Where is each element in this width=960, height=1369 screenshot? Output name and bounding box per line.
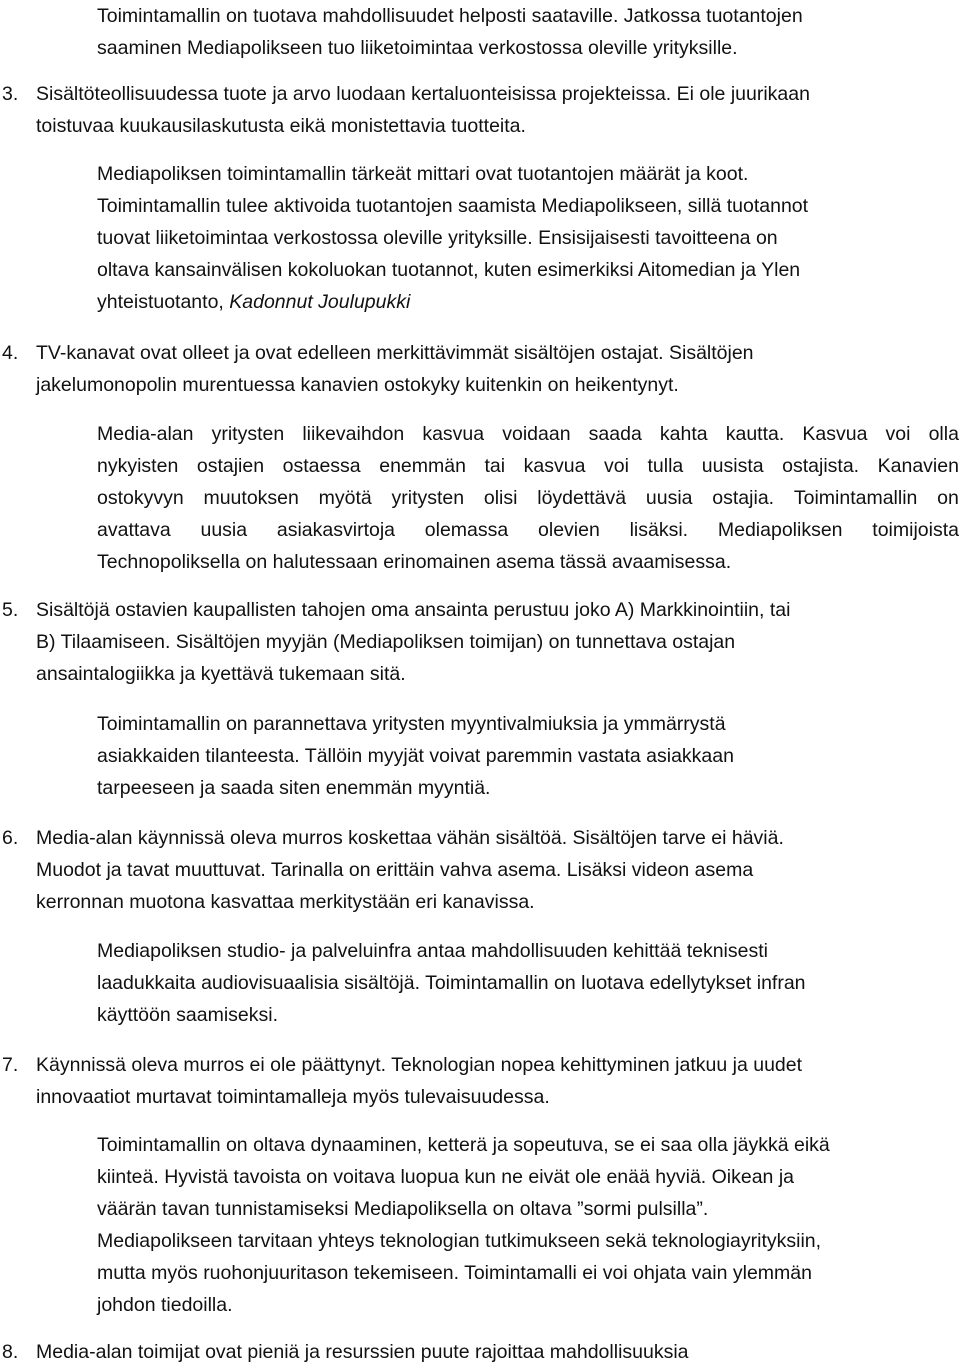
- list-item-6: [0, 822, 784, 918]
- item-5-paragraph: [97, 708, 734, 804]
- list-item-3: [0, 78, 810, 142]
- text-line: laadukkaita audiovisuaalisia sisältöjä. Toimintamallin on luotava edellytykset infran: [97, 972, 806, 994]
- text-line: innovaatiot murtavat toimintamalleja myös tulevaisuudessa.: [36, 1086, 550, 1108]
- item-7-paragraph: [97, 1129, 830, 1321]
- list-number: 6.: [2, 827, 19, 849]
- text-line: avattava uusia asiakasvirtoja olemassa olevien lisäksi. Mediapoliksen toimijoista: [97, 519, 959, 541]
- text-line: nykyisten ostajien ostaessa enemmän tai kasvua voi tulla uusista ostajista. Kanavien: [97, 455, 959, 477]
- list-number: 7.: [2, 1054, 19, 1076]
- text-line: Mediapolikseen tarvitaan yhteys teknologian tutkimukseen sekä teknologiayrityksiin,: [97, 1230, 822, 1252]
- text-line: Käynnissä oleva murros ei ole päättynyt. Teknologian nopea kehittyminen jatkuu ja uudet: [36, 1054, 803, 1076]
- text-line: Technopoliksella on halutessaan erinomainen asema tässä avaamisessa.: [97, 551, 732, 573]
- text-line: oltava kansainvälisen kokoluokan tuotannot, kuten esimerkiksi Aitomedian ja Ylen: [97, 259, 801, 281]
- text-line: kiinteä. Hyvistä tavoista on voitava luopua kun ne eivät ole enää hyviä. Oikean ja: [97, 1166, 795, 1188]
- text-line: jakelumonopolin murentuessa kanavien ostokyky kuitenkin on heikentynyt.: [36, 374, 679, 396]
- text-line: Toimintamallin on oltava dynaaminen, ketterä ja sopeutuva, se ei saa olla jäykkä eikä: [97, 1134, 830, 1156]
- text-line: Mediapoliksen studio- ja palveluinfra antaa mahdollisuuden kehittää teknisesti: [97, 940, 768, 962]
- list-number: 8.: [2, 1341, 19, 1363]
- text-line: Sisältöjä ostavien kaupallisten tahojen oma ansainta perustuu joko A) Markkinointiin, tai: [36, 599, 791, 621]
- text-line: Media-alan toimijat ovat pieniä ja resurssien puute rajoittaa mahdollisuuksia: [36, 1341, 689, 1363]
- text-line: Toimintamallin on tuotava mahdollisuudet helposti saataville. Jatkossa tuotantojen: [97, 5, 803, 27]
- text-line: Media-alan yritysten liikevaihdon kasvua voidaan saada kahta kautta. Kasvua voi olla: [97, 423, 959, 445]
- text-line: tuovat liiketoimintaa verkostossa oleville yrityksille. Ensisijaisesti tavoitteena on: [97, 227, 778, 249]
- text-line: Muodot ja tavat muuttuvat. Tarinalla on erittäin vahva asema. Lisäksi videon asema: [36, 859, 754, 881]
- production-title: Kadonnut Joulupukki: [229, 291, 411, 313]
- text-fragment: yhteistuotanto,: [97, 291, 230, 313]
- intro-paragraph: [97, 0, 803, 64]
- list-item-7: [0, 1049, 802, 1113]
- text-line: Sisältöteollisuudessa tuote ja arvo luodaan kertaluonteisissa projekteissa. Ei ole juurikaan: [36, 83, 810, 105]
- text-line: Toimintamallin tulee aktivoida tuotantojen saamista Mediapolikseen, sillä tuotannot: [97, 195, 809, 217]
- item-6-paragraph: [97, 935, 806, 1031]
- item-4-paragraph: [97, 418, 959, 578]
- item-3-paragraph: [97, 158, 808, 318]
- text-line: johdon tiedoilla.: [97, 1294, 233, 1316]
- list-number: 4.: [2, 342, 19, 364]
- list-number: 3.: [2, 83, 19, 105]
- text-line: mutta myös ruohonjuuritason tekemiseen. Toimintamalli ei voi ohjata vain ylemmän: [97, 1262, 812, 1284]
- text-line: ansaintalogiikka ja kyettävä tukemaan sitä.: [36, 663, 406, 685]
- text-line: TV-kanavat ovat olleet ja ovat edelleen merkittävimmät sisältöjen ostajat. Sisältöjen: [36, 342, 754, 364]
- text-line: käyttöön saamiseksi.: [97, 1004, 278, 1026]
- text-line: kerronnan muotona kasvattaa merkitystään eri kanavissa.: [36, 891, 535, 913]
- text-line: toistuvaa kuukausilaskutusta eikä monistettavia tuotteita.: [36, 115, 526, 137]
- text-line: [97, 286, 808, 318]
- list-number: 5.: [2, 599, 19, 621]
- text-line: Media-alan käynnissä oleva murros koskettaa vähän sisältöä. Sisältöjen tarve ei häviä.: [36, 827, 784, 849]
- text-line: Toimintamallin on parannettava yritysten myyntivalmiuksia ja ymmärrystä: [97, 713, 726, 735]
- text-line: ostokyvyn muutoksen myötä yritysten olisi löydettävä uusia ostajia. Toimintamallin on: [97, 487, 959, 509]
- text-line: väärän tavan tunnistamiseksi Mediapoliksella on oltava ”sormi pulsilla”.: [97, 1198, 709, 1220]
- text-line: tarpeeseen ja saada siten enemmän myyntiä.: [97, 777, 491, 799]
- list-item-8: [0, 1336, 689, 1368]
- text-line: saaminen Mediapolikseen tuo liiketoimintaa verkostossa oleville yrityksille.: [97, 37, 738, 59]
- text-line: Mediapoliksen toimintamallin tärkeät mittari ovat tuotantojen määrät ja koot.: [97, 163, 749, 185]
- text-line: B) Tilaamiseen. Sisältöjen myyjän (Mediapoliksen toimijan) on tunnettava ostajan: [36, 631, 736, 653]
- text-line: asiakkaiden tilanteesta. Tällöin myyjät voivat paremmin vastata asiakkaan: [97, 745, 734, 767]
- list-item-5: [0, 594, 790, 690]
- list-item-4: [0, 337, 754, 401]
